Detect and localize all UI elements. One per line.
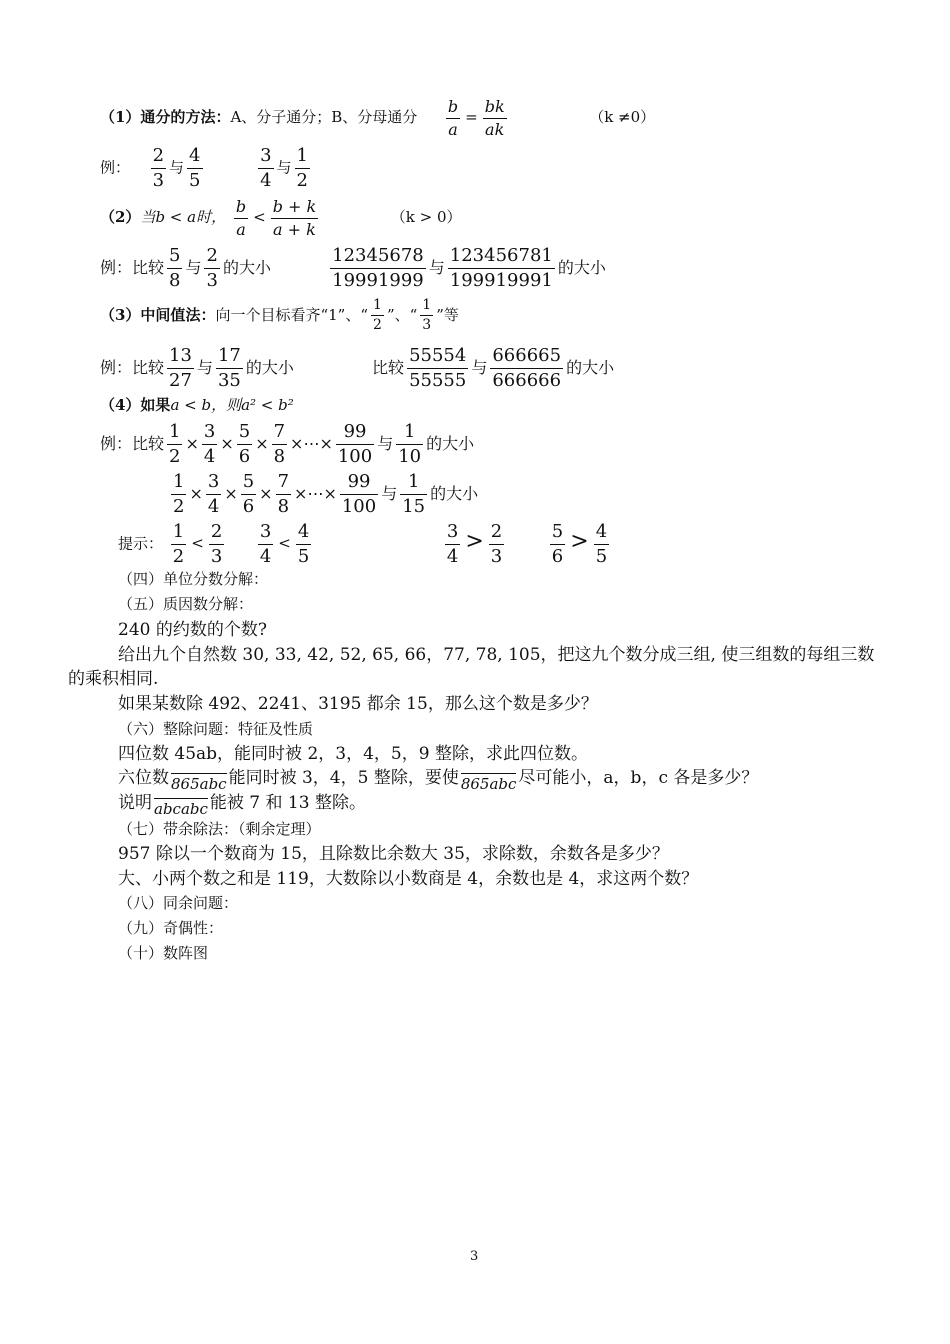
section-2-when: 当b < a时， xyxy=(140,208,227,227)
fraction: $\frac{666665}{666666}$ xyxy=(492,345,562,391)
tail-text: 的大小 xyxy=(557,257,606,277)
example-2-line xyxy=(100,246,606,291)
hint-line xyxy=(118,522,612,567)
fraction: $\frac{2}{3}$ xyxy=(206,245,218,291)
fraction: $\frac{12345678}{19991999}$ xyxy=(332,245,424,291)
condition-k-nonzero: （k ≠0） xyxy=(589,108,656,127)
fraction: $\frac{1}{2}$ xyxy=(173,471,185,517)
section-4-line xyxy=(100,398,294,413)
with-word: 与 xyxy=(169,158,185,177)
section-2-title: （2） xyxy=(100,208,141,227)
section-1-title: （1）通分的方法： xyxy=(100,108,231,127)
tail-text: 的大小 xyxy=(222,257,271,277)
fraction: $\frac{3}{4}$ xyxy=(446,521,459,567)
less-than-sign: < xyxy=(253,208,266,227)
overlined-number: 865abc xyxy=(460,775,517,793)
times-sign: × xyxy=(189,483,203,503)
overlined-number: 865abc xyxy=(171,775,227,793)
fraction: $\frac{7}{8}$ xyxy=(277,471,290,517)
less-than-sign: < xyxy=(191,534,204,553)
product-ellipsis: ×⋯× xyxy=(290,433,333,453)
example-label: 例：比较 xyxy=(100,433,165,453)
fraction: $\frac{123456781}{199919991}$ xyxy=(449,245,553,291)
times-sign: × xyxy=(220,433,234,453)
less-than-sign: < xyxy=(278,534,291,553)
example-4-line-1 xyxy=(100,422,474,467)
question-240-divisors: 240 的约数的个数? xyxy=(118,620,267,640)
overlined-number: abcabc xyxy=(154,800,208,818)
fraction: $\frac{4}{5}$ xyxy=(595,521,608,567)
section-4-cond: a < b，则a² < b² xyxy=(170,396,294,414)
fraction: $\frac{5}{8}$ xyxy=(169,245,181,291)
fraction-bk-over-ak: $\frac{b + k}{a + k}$ xyxy=(272,197,317,239)
fraction-b-over-a: $\frac{b}{a}$ xyxy=(235,197,247,239)
page-number: 3 xyxy=(470,1249,479,1264)
times-sign: × xyxy=(259,483,273,503)
fraction: $\frac{13}{27}$ xyxy=(169,345,192,391)
section-4-title: （4）如果 xyxy=(100,396,171,414)
question-text: 能被 7 和 13 整除。 xyxy=(209,793,366,813)
section-7-heading: （七）带余除法：（剩余定理） xyxy=(118,820,321,838)
fraction: $\frac{2}{3}$ xyxy=(152,145,165,191)
fraction: $\frac{2}{3}$ xyxy=(210,521,223,567)
with-word: 与 xyxy=(377,433,394,453)
fraction: $\frac{1}{2}$ xyxy=(172,521,185,567)
example-3-line xyxy=(100,346,614,391)
fraction: $\frac{99}{100}$ xyxy=(337,421,373,467)
fraction: $\frac{5}{6}$ xyxy=(238,421,251,467)
fraction: $\frac{4}{5}$ xyxy=(297,521,310,567)
fraction: $\frac{17}{35}$ xyxy=(217,345,241,391)
question-nine-numbers: 给出九个自然数 30, 33, 42, 52, 65, 66，77, 78, 105，把这九个数分成三组, 使三组数的每组三数 xyxy=(118,645,875,665)
product-ellipsis: ×⋯× xyxy=(294,483,337,503)
question-text: 六位数 xyxy=(118,768,169,788)
section-1-line xyxy=(100,98,655,138)
with-word: 与 xyxy=(428,257,445,277)
fraction: $\frac{99}{100}$ xyxy=(341,471,377,517)
fraction: $\frac{1}{10}$ xyxy=(398,421,422,467)
greater-than-sign: > xyxy=(570,529,589,555)
condition-k-positive: （k > 0） xyxy=(390,208,462,227)
fraction-third: $\frac{1}{3}$ xyxy=(422,297,432,334)
tail-text: 的大小 xyxy=(566,357,615,377)
fraction: $\frac{55554}{55555}$ xyxy=(409,345,467,391)
fraction: $\frac{3}{4}$ xyxy=(207,471,220,517)
greater-than-sign: > xyxy=(465,529,484,555)
with-word: 与 xyxy=(381,483,398,503)
section-10-heading: （十）数阵图 xyxy=(118,944,209,962)
example-label: 例： xyxy=(100,158,131,177)
section-5-heading: （五）质因数分解： xyxy=(118,595,254,613)
section-6-heading: （六）整除问题：特征及性质 xyxy=(118,720,314,738)
question-957: 957 除以一个数商为 15，且除数比余数大 35，求除数，余数各是多少？ xyxy=(118,844,669,864)
section-3-end: ”等 xyxy=(436,305,459,324)
section-8-heading: （八）同余问题： xyxy=(118,894,239,912)
fraction-b-over-a: $\frac{b}{a}$ xyxy=(447,97,459,139)
question-text: 说明 xyxy=(118,793,152,813)
fraction-bk-over-ak: $\frac{bk}{ak}$ xyxy=(484,97,505,139)
times-sign: × xyxy=(255,433,269,453)
example-1-line xyxy=(100,146,313,191)
example-label: 例：比较 xyxy=(100,257,165,277)
question-865abc xyxy=(118,770,758,792)
fraction: $\frac{7}{8}$ xyxy=(273,421,286,467)
section-3-title: （3）中间值法： xyxy=(100,305,216,324)
question-remainder-15: 如果某数除 492、2241、3195 都余 15，那么这个数是多少？ xyxy=(118,694,598,714)
question-abcabc xyxy=(118,795,366,817)
section-2-line xyxy=(100,198,462,238)
with-word: 与 xyxy=(185,257,202,277)
fraction: $\frac{3}{4}$ xyxy=(203,421,216,467)
fraction: $\frac{1}{15}$ xyxy=(402,471,426,517)
fraction: $\frac{1}{2}$ xyxy=(296,145,308,191)
fraction: $\frac{3}{4}$ xyxy=(260,145,272,191)
section-4-heading: （四）单位分数分解： xyxy=(118,570,269,588)
fraction: $\frac{4}{5}$ xyxy=(189,145,201,191)
question-nine-numbers-cont: 的乘积相同. xyxy=(68,669,159,689)
question-text: 尽可能小，a，b，c 各是多少？ xyxy=(518,768,759,788)
question-45ab: 四位数 45ab，能同时被 2，3，4，5，9 整除，求此四位数。 xyxy=(118,744,588,764)
tail-text: 的大小 xyxy=(245,357,294,377)
example-label: 例：比较 xyxy=(100,357,165,377)
fraction-half: $\frac{1}{2}$ xyxy=(373,297,382,334)
question-119: 大、小两个数之和是 119，大数除以小数商是 4，余数也是 4，求这两个数？ xyxy=(118,869,699,889)
question-text: 能同时被 3，4，5 整除，要使 xyxy=(228,768,459,788)
fraction: $\frac{3}{4}$ xyxy=(259,521,272,567)
section-1-body: A、分子通分；B、分母通分 xyxy=(230,108,418,127)
times-sign: × xyxy=(185,433,199,453)
with-word: 与 xyxy=(276,158,292,177)
example-label-2: 比较 xyxy=(372,357,405,377)
hint-label: 提示： xyxy=(118,534,164,553)
fraction: $\frac{2}{3}$ xyxy=(490,521,503,567)
fraction: $\frac{5}{6}$ xyxy=(242,471,255,517)
section-3-body: 向一个目标看齐“1”、“ xyxy=(215,305,369,324)
fraction: $\frac{5}{6}$ xyxy=(551,521,564,567)
times-sign: × xyxy=(224,483,238,503)
with-word: 与 xyxy=(471,357,488,377)
tail-text: 的大小 xyxy=(430,483,479,503)
with-word: 与 xyxy=(196,357,213,377)
example-4-line-2 xyxy=(168,472,478,517)
section-9-heading: （九）奇偶性： xyxy=(118,919,224,937)
quote-separator: ”、“ xyxy=(386,305,418,324)
equals-sign: = xyxy=(465,108,478,127)
fraction: $\frac{1}{2}$ xyxy=(169,421,181,467)
section-3-line xyxy=(100,298,459,334)
tail-text: 的大小 xyxy=(426,433,475,453)
